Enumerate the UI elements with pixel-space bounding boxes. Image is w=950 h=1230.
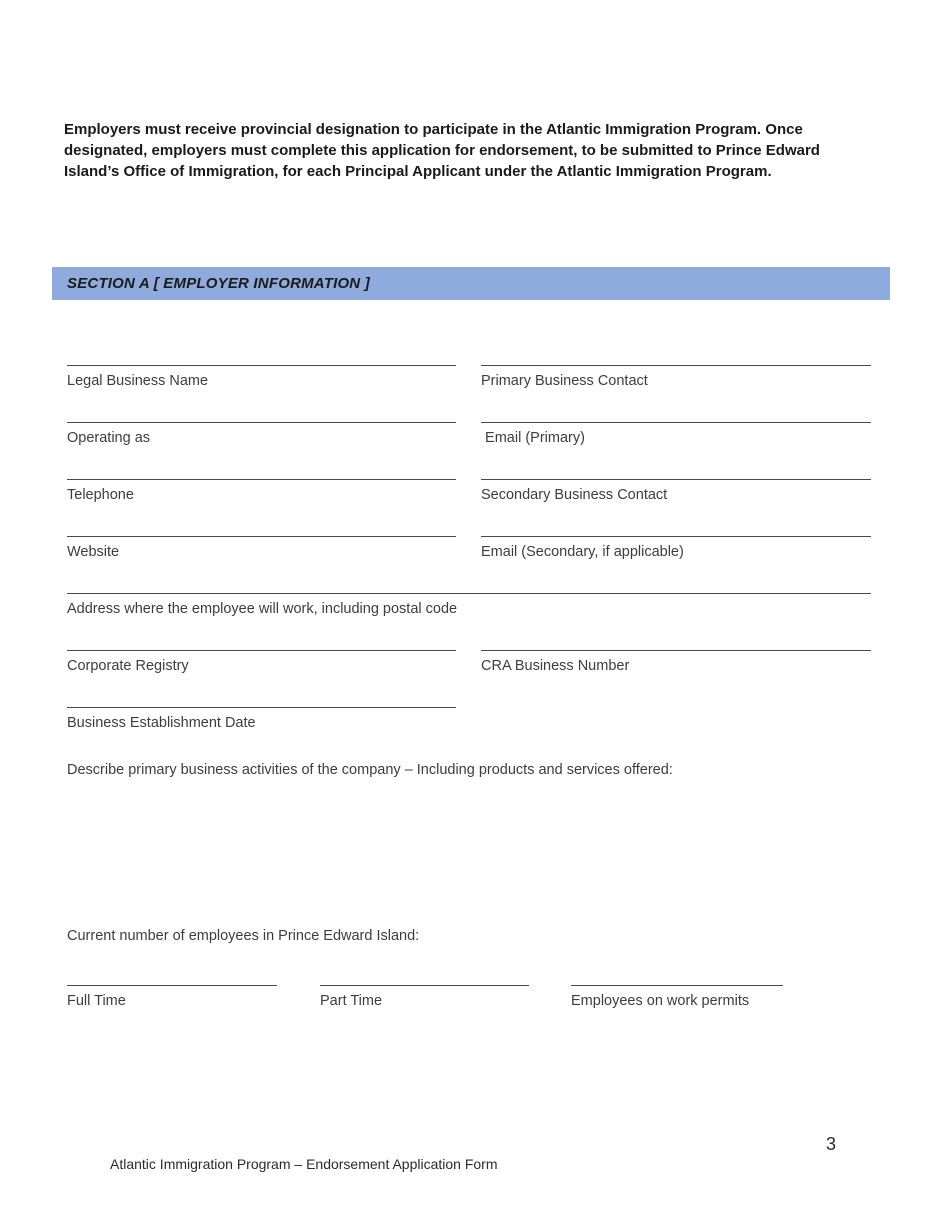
field-label-cra-business-number: CRA Business Number [481, 658, 630, 674]
field-label-legal-business-name: Legal Business Name [67, 373, 209, 389]
field-telephone[interactable] [67, 479, 456, 504]
field-label-secondary-business-contact: Secondary Business Contact [481, 487, 668, 503]
section-a-bar [52, 267, 890, 300]
footer-title: Atlantic Immigration Program – Endorsement Application Form [110, 1156, 498, 1172]
field-corporate-registry[interactable] [67, 650, 456, 675]
field-label-work-permits: Employees on work permits [571, 993, 750, 1009]
field-secondary-business-contact[interactable] [481, 479, 871, 504]
field-label-part-time: Part Time [320, 993, 383, 1009]
field-part-time[interactable] [320, 985, 529, 1010]
field-label-business-establishment-date: Business Establishment Date [67, 715, 256, 731]
field-email-secondary[interactable] [481, 536, 871, 561]
field-email-primary[interactable] [481, 422, 871, 447]
intro-paragraph: Employers must receive provincial designation to participate in the Atlantic Immigration Program. Once designated, employers must complete this application for endorsement, to be submitted to Prince Edward Island’s Office of Immigration, for each Principal Applicant under the Atlantic Immigration Program. [64, 121, 820, 180]
field-business-establishment-date[interactable] [67, 707, 456, 732]
field-cra-business-number[interactable] [481, 650, 871, 675]
field-website[interactable] [67, 536, 456, 561]
field-label-operating-as: Operating as [67, 430, 151, 446]
describe-activities-answer-area[interactable] [67, 790, 871, 920]
current-employees-prompt: Current number of employees in Prince Edward Island: [67, 928, 420, 944]
page-number: 3 [826, 1134, 837, 1154]
field-label-primary-business-contact: Primary Business Contact [481, 373, 648, 389]
section-a-title: SECTION A [ EMPLOYER INFORMATION ] [67, 275, 370, 292]
field-label-work-address: Address where the employee will work, including postal code [67, 601, 458, 617]
field-operating-as[interactable] [67, 422, 456, 447]
field-label-corporate-registry: Corporate Registry [67, 658, 189, 674]
field-work-permits[interactable] [571, 985, 783, 1010]
field-label-email-secondary: Email (Secondary, if applicable) [481, 544, 684, 560]
describe-activities-prompt: Describe primary business activities of the company – Including products and services offered: [67, 762, 673, 778]
field-work-address[interactable] [67, 593, 871, 618]
field-legal-business-name[interactable] [67, 365, 456, 390]
field-label-telephone: Telephone [67, 487, 134, 503]
field-full-time[interactable] [67, 985, 277, 1010]
field-label-website: Website [67, 544, 120, 560]
field-label-email-primary: Email (Primary) [481, 430, 585, 446]
field-label-full-time: Full Time [67, 993, 126, 1009]
field-primary-business-contact[interactable] [481, 365, 871, 390]
